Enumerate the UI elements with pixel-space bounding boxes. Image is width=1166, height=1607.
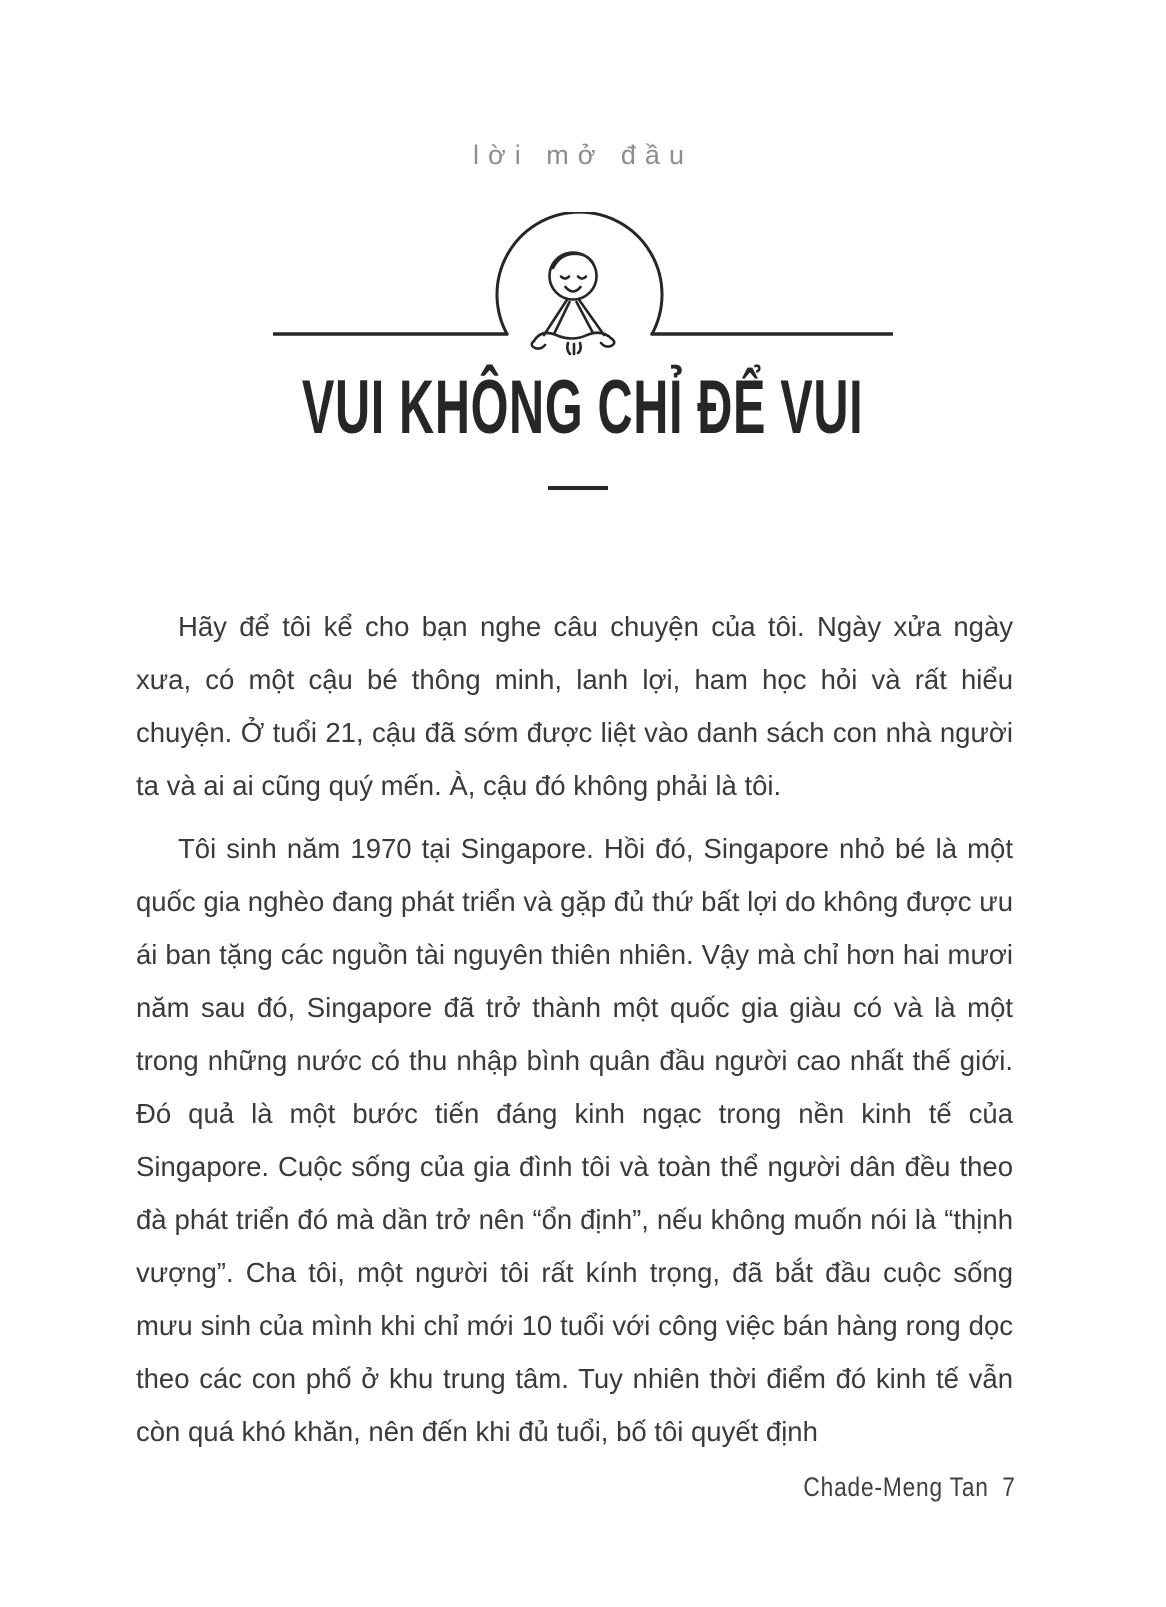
footer-author: Chade-Meng Tan (803, 1472, 990, 1502)
paragraph-1: Hãy để tôi kể cho bạn nghe câu chuyện của tôi. Ngày xửa ngày xưa, có một cậu bé thông minh, lanh lợi, ham học hỏi và rất hiểu chuyện. Ở tuổi 21, cậu đã sớm được liệt vào danh sách con nhà người ta và ai ai cũng quý mến. À, cậu đó không phải là tôi. (136, 611, 1013, 801)
page-number: 7 (1002, 1472, 1016, 1502)
chapter-ornament (273, 212, 893, 362)
running-head: lời mở đầu (473, 140, 693, 170)
chapter-title: VUI KHÔNG CHỈ ĐỂ VUI (302, 365, 864, 450)
paragraph-2: Tôi sinh năm 1970 tại Singapore. Hồi đó, Singapore nhỏ bé là một quốc gia nghèo đang phát triển và gặp đủ thứ bất lợi do không được ưu ái ban tặng các nguồn tài nguyên thiên nhiên. Vậy mà chỉ hơn hai mươi năm sau đó, Singapore đã trở thành một quốc gia giàu có và là một trong những nước có thu nhập bình quân đầu người cao nhất thế giới. Đó quả là một bước tiến đáng kinh ngạc trong nền kinh tế của Singapore. Cuộc sống của gia đình tôi và toàn thể người dân đều theo đà phát triển đó mà dần trở nên “ổn định”, nếu không muốn nói là “thịnh vượng”. Cha tôi, một người tôi rất kính trọng, đã bắt đầu cuộc sống mưu sinh của mình khi chỉ mới 10 tuổi với công việc bán hàng rong dọc theo các con phố ở khu trung tâm. Tuy nhiên thời điểm đó kinh tế vẫn còn quá khó khăn, nên đến khi đủ tuổi, bố tôi quyết định (136, 833, 1013, 1447)
arch (497, 212, 662, 334)
title-divider (548, 486, 608, 490)
title-row (0, 365, 1166, 450)
body-text (136, 600, 1013, 1458)
page-footer (804, 1472, 1016, 1503)
meditating-figure-icon (273, 212, 893, 362)
figure (532, 253, 615, 355)
